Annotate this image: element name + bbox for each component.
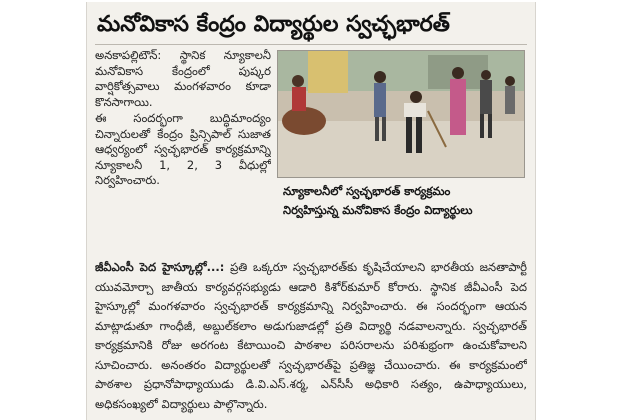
- headline-divider: [95, 44, 527, 45]
- photo-caption-line-2: నిర్వహిస్తున్న మనోవికాస కేంద్రం విద్యార్థులు: [283, 203, 473, 217]
- second-paragraph: ఈ సందర్భంగా బుద్ధిమాంద్యం చిన్నారులతో కేంద్రం ప్రిన్సిపాల్ సుజాత ఆధ్వర్యంలో స్వచ్ఛభారత్ కార్యక్రమాన్ని న్యూకాలనీ 1, 2, 3 వీధుల్లో నిర్వహించారు.: [95, 111, 271, 187]
- article-headline: మనోవికాస కేంద్రం విద్యార్థుల స్వచ్ఛభారత్: [97, 12, 450, 37]
- lower-lead-text: జీవీఎంసీ పెద హైస్కూల్లో...:: [95, 260, 225, 274]
- lower-body-text: ప్రతి ఒక్కరూ స్వచ్ఛభారత్‌కు కృషిచేయాలని భారతీయ జనతాపార్టీ యువమోర్చా జాతీయ కార్యవర్గసభ్యుడు ఆడారి కిశోర్‌కుమార్ కోరారు. స్థానిక జీవీఎంసీ పెద హైస్కూల్లో మంగళవారం స్వచ్ఛభారత్ కార్యక్రమాన్ని నిర్వహించారు. ఈ సందర్భంగా ఆయన మాట్లాడుతూ గాంధీజీ, అబ్దుల్‌కలాం అడుగుజాడల్లో ప్రతి విద్యార్థి నడవాలన్నారు. స్వచ్ఛభారత్ కార్యక్రమానికి రోజు అరగంట కేటాయించి పాఠశాల పరిసరాలను పరిశుభ్రంగా ఉంచుకోవాలని సూచించారు. అనంతరం విద్యార్థులతో స్వచ్ఛభారత్‌పై ప్రతిజ్ఞ చేయించారు. ఈ కార్యక్రమంలో పాఠశాల ప్రధానోపాధ్యాయుడు డి.వి.ఎస్.శర్మ, ఎన్‌సీసీ అధికారి సత్యం, ఉపాధ్యాయులు, అధికసంఖ్యలో విద్యార్థులు పాల్గొన్నారు.: [95, 260, 527, 411]
- news-photo: [277, 50, 525, 178]
- photo-caption: [283, 182, 527, 220]
- left-column-text: [95, 48, 271, 258]
- photo-caption-line-1: న్యూకాలనీలో స్వచ్ఛభారత్ కార్యక్రమం: [283, 184, 451, 198]
- photo-illustration: [278, 51, 524, 177]
- dateline-paragraph: అనకాపల్లిటౌన్: స్థానిక న్యూకాలనీ మనోవికాస కేంద్రంలో పుష్కర వార్షికోత్సవాలు మంగళవారం కూడా కొనసాగాయి.: [95, 48, 271, 109]
- lower-article-text: [95, 258, 527, 420]
- newspaper-clipping: [86, 2, 536, 420]
